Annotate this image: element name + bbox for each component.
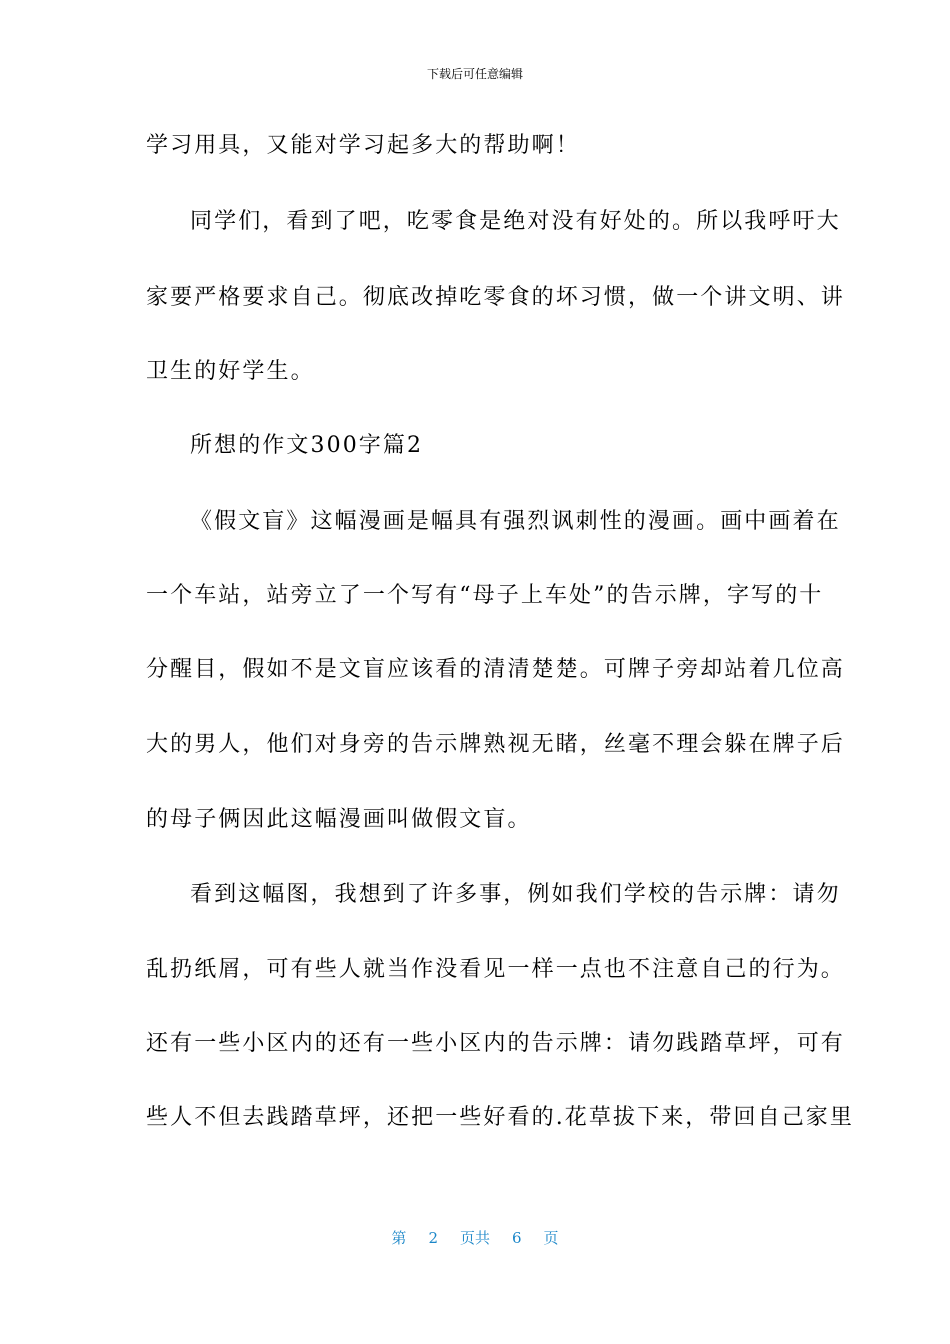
text-line-10: 的母子俩因此这幅漫画叫做假文盲。 xyxy=(146,807,532,832)
text-line-3: 家要严格要求自己。彻底改掉吃零食的坏习惯，做一个讲文明、讲 xyxy=(146,285,845,310)
text-line-13: 还有一些小区内的还有一些小区内的告示牌：请勿践踏草坪，可有 xyxy=(146,1031,845,1056)
text-line-14: 些人不但去践踏草坪，还把一些好看的.花草拔下来，带回自己家里 xyxy=(146,1105,854,1130)
footer-ye: 页 xyxy=(543,1229,559,1247)
footer-di: 第 xyxy=(391,1229,407,1247)
page-footer xyxy=(0,1228,950,1248)
text-line-7: 一个车站，站旁立了一个写有“母子上车处”的告示牌，字写的十 xyxy=(146,583,824,608)
text-line-2: 同学们，看到了吧，吃零食是绝对没有好处的。所以我呼吁大 xyxy=(190,209,841,234)
text-line-12: 乱扔纸屑，可有些人就当作没看见一样一点也不注意自己的行为。 xyxy=(146,957,845,982)
text-line-6: 《假文盲》这幅漫画是幅具有强烈讽刺性的漫画。画中画着在 xyxy=(190,509,841,534)
page-header: 下载后可任意编辑 xyxy=(426,67,523,81)
text-line-8: 分醒目，假如不是文盲应该看的清清楚楚。可牌子旁却站着几位高 xyxy=(146,657,845,682)
footer-total-pages: 6 xyxy=(512,1229,522,1247)
section-heading: 所想的作文300字篇2 xyxy=(190,433,424,458)
text-line-9: 大的男人，他们对身旁的告示牌熟视无睹，丝毫不理会躲在牌子后 xyxy=(146,732,845,757)
footer-ye-gong: 页共 xyxy=(459,1229,490,1247)
text-line-4: 卫生的好学生。 xyxy=(146,359,315,384)
text-line-11: 看到这幅图，我想到了许多事，例如我们学校的告示牌：请勿 xyxy=(190,882,841,907)
text-line-1: 学习用具，又能对学习起多大的帮助啊！ xyxy=(146,133,580,158)
footer-page-number: 2 xyxy=(428,1229,438,1247)
